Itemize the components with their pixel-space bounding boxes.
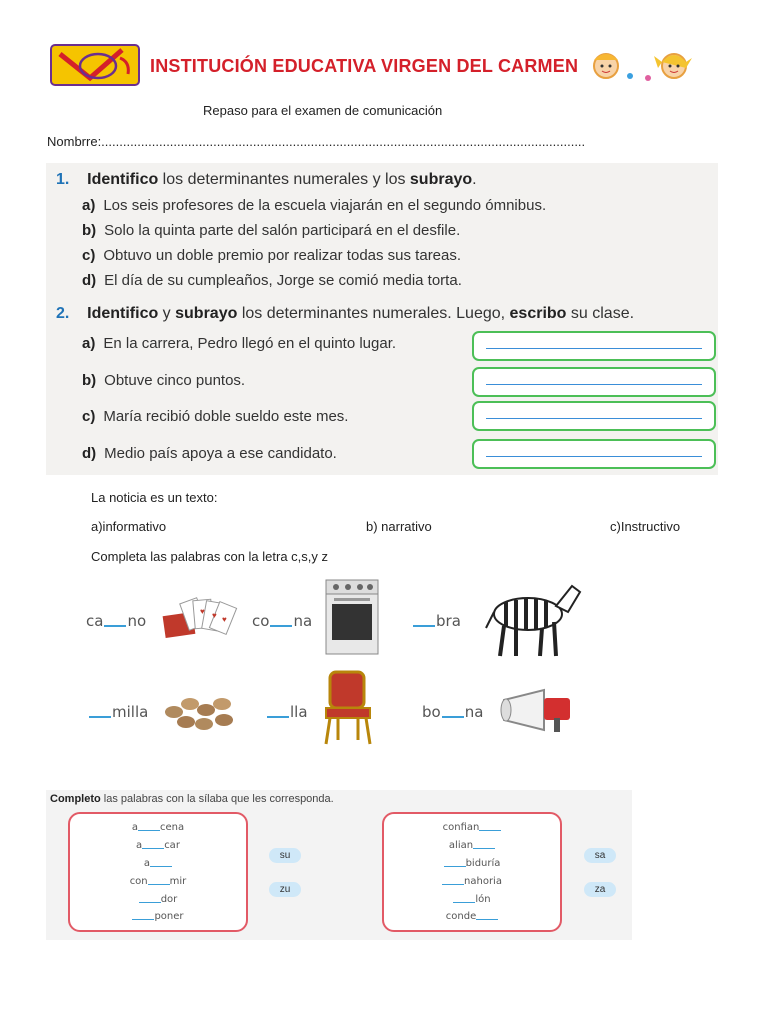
- syllable-option-za[interactable]: za: [584, 882, 616, 897]
- svg-text:♥: ♥: [200, 607, 205, 616]
- answer-box[interactable]: [472, 401, 716, 431]
- instruction-text: las palabras con la sílaba que les corresponda.: [100, 793, 334, 805]
- megaphone-icon: [498, 686, 578, 736]
- syllable-word[interactable]: confian: [384, 822, 560, 833]
- item-letter: c): [82, 408, 96, 425]
- word-end: na: [293, 612, 313, 630]
- blank[interactable]: [442, 716, 464, 718]
- word-end: bra: [436, 612, 461, 630]
- fill-word[interactable]: [412, 612, 461, 630]
- item-letter: a): [82, 335, 96, 352]
- blank[interactable]: [270, 625, 292, 627]
- word-end: na: [464, 703, 484, 721]
- word-end: milla: [112, 703, 149, 721]
- syllable-word[interactable]: a car: [136, 840, 180, 851]
- answer-box[interactable]: [472, 331, 716, 361]
- item-letter: c): [82, 247, 96, 264]
- syllable-option-su[interactable]: su: [269, 848, 301, 863]
- option-b[interactable]: b) narrativo: [366, 519, 432, 534]
- instruction-text: y: [158, 305, 176, 322]
- exercise-1-item: [82, 197, 546, 214]
- exercise-2-item: [82, 372, 245, 389]
- fill-word[interactable]: [88, 703, 148, 721]
- blank[interactable]: [267, 716, 289, 718]
- syllable-word[interactable]: con mir: [129, 876, 187, 887]
- exercise-2-item: [82, 445, 337, 462]
- syllable-word[interactable]: lón: [384, 894, 560, 905]
- word-end: no: [127, 612, 147, 630]
- exercise-1-item: [82, 272, 462, 289]
- word-end: lla: [290, 703, 308, 721]
- item-letter: d): [82, 445, 97, 462]
- option-c[interactable]: c)Instructivo: [610, 519, 681, 534]
- item-letter: d): [82, 272, 97, 289]
- exercise-2-number: 2.: [56, 305, 70, 322]
- noticia-question: La noticia es un texto:: [91, 490, 218, 505]
- item-letter: b): [82, 372, 97, 389]
- syllable-instruction: [50, 793, 334, 805]
- blank[interactable]: [413, 625, 435, 627]
- word-start: co: [252, 612, 270, 630]
- exercise-1-item: [82, 247, 461, 264]
- instruction-text: .: [472, 171, 477, 188]
- instruction-text: los determinantes numerales y los: [158, 171, 410, 188]
- exercise-2-instruction: [56, 305, 634, 323]
- syllable-option-zu[interactable]: zu: [269, 882, 301, 897]
- chair-icon: [320, 668, 376, 746]
- item-text: El día de su cumpleaños, Jorge se comió media torta.: [104, 272, 462, 289]
- svg-text:♥: ♥: [212, 611, 217, 620]
- instruction-keyword: Identifico: [87, 171, 159, 188]
- syllable-option-sa[interactable]: sa: [584, 848, 616, 863]
- instruction-keyword: Completo: [50, 793, 101, 805]
- exercise-2-item: [82, 408, 348, 425]
- playing-cards-icon: [160, 596, 238, 644]
- item-letter: a): [82, 197, 96, 214]
- item-text: Solo la quinta parte del salón participará en el desfile.: [104, 222, 461, 239]
- option-a[interactable]: a)informativo: [91, 519, 167, 534]
- exercise-1-instruction: [56, 171, 477, 189]
- right-word-box: [382, 812, 562, 932]
- answer-box[interactable]: [472, 439, 716, 469]
- completa-instruction: Completa las palabras con la letra c,s,y z: [91, 549, 328, 564]
- syllable-word[interactable]: a: [70, 858, 246, 869]
- syllable-word[interactable]: biduría: [384, 858, 560, 869]
- word-start: ca: [86, 612, 104, 630]
- instruction-keyword: subrayo: [409, 171, 473, 188]
- fill-word[interactable]: [252, 612, 312, 630]
- exercise-2-item: [82, 335, 396, 352]
- left-word-box: [68, 812, 248, 932]
- item-text: María recibió doble sueldo este mes.: [103, 408, 349, 425]
- item-letter: b): [82, 222, 97, 239]
- exercise-book-section: [46, 163, 718, 475]
- exercise-1-item: [82, 222, 460, 239]
- blank[interactable]: [104, 625, 126, 627]
- item-text: Obtuve cinco puntos.: [104, 372, 246, 389]
- syllable-word[interactable]: alian: [384, 840, 560, 851]
- word-start: bo: [422, 703, 441, 721]
- answer-box[interactable]: [472, 367, 716, 397]
- zebra-icon: [476, 576, 584, 658]
- school-name: INSTITUCIÓN EDUCATIVA VIRGEN DEL CARMEN: [150, 56, 579, 76]
- syllable-word[interactable]: a cena: [131, 822, 185, 833]
- school-logo: [50, 44, 140, 86]
- name-field-label: Nombrre:......................................................................................................................................: [47, 134, 586, 149]
- instruction-keyword: Identifico: [87, 305, 159, 322]
- syllable-word[interactable]: conde: [384, 911, 560, 922]
- blank[interactable]: [89, 716, 111, 718]
- syllable-word[interactable]: dor: [70, 894, 246, 905]
- item-text: Medio país apoya a ese candidato.: [104, 445, 337, 462]
- item-text: En la carrera, Pedro llegó en el quinto lugar.: [103, 335, 397, 352]
- instruction-text: su clase.: [566, 305, 635, 322]
- worksheet-subtitle: Repaso para el examen de comunicación: [203, 103, 443, 118]
- seeds-icon: [162, 690, 238, 732]
- fill-word[interactable]: [266, 703, 308, 721]
- instruction-text: los determinantes numerales. Luego,: [237, 305, 510, 322]
- fill-word[interactable]: [86, 612, 146, 630]
- svg-text:♥: ♥: [222, 615, 227, 624]
- syllable-word[interactable]: poner: [70, 911, 246, 922]
- stove-icon: [324, 578, 380, 658]
- exercise-1-number: 1.: [56, 171, 70, 188]
- item-text: Obtuvo un doble premio por realizar todas sus tareas.: [103, 247, 462, 264]
- syllable-word[interactable]: nahoria: [384, 876, 560, 887]
- item-text: Los seis profesores de la escuela viajarán en el segundo ómnibus.: [103, 197, 547, 214]
- instruction-keyword: escribo: [509, 305, 567, 322]
- fill-word[interactable]: [422, 703, 483, 721]
- instruction-keyword: subrayo: [175, 305, 238, 322]
- children-illustration: [578, 48, 710, 84]
